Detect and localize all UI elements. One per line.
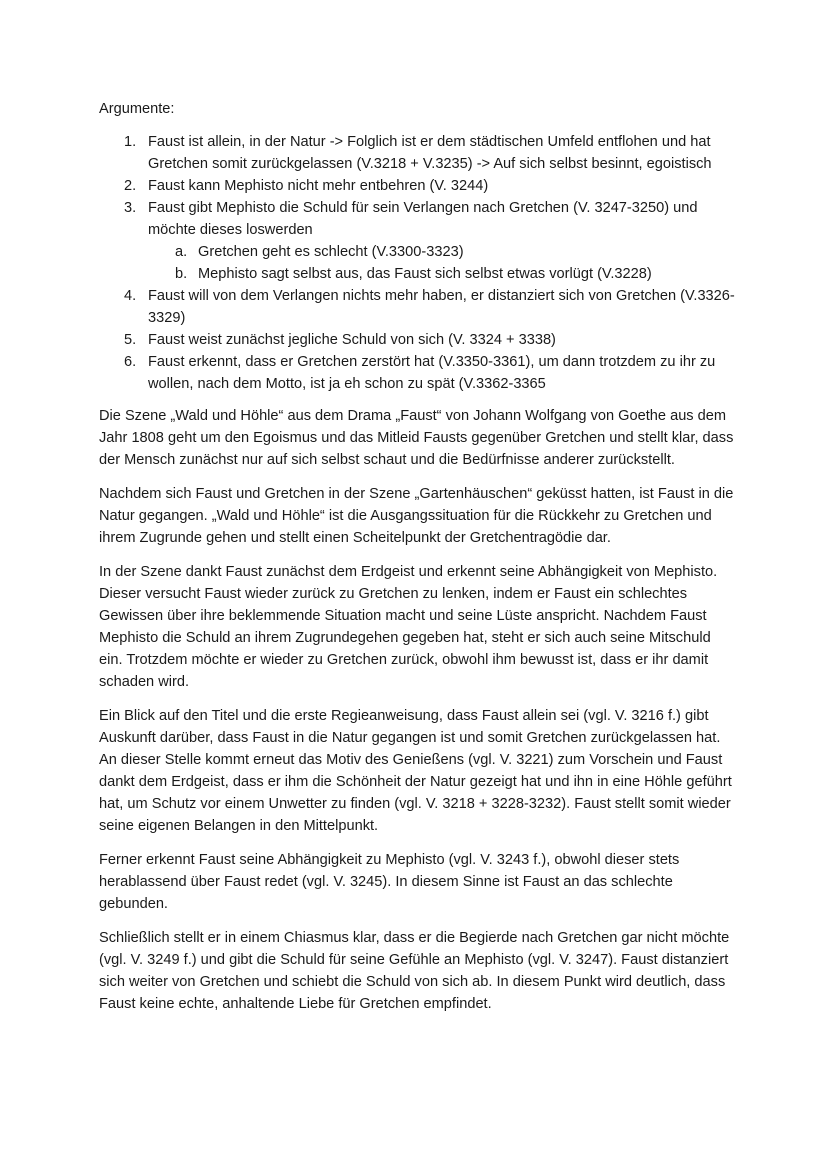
- body-paragraph: Die Szene „Wald und Höhle“ aus dem Drama „Faust“ von Johann Wolfgang von Goethe aus dem Jahr 1808 geht um den Egoismus und das Mitleid Fausts gegenüber Gretchen und stellt klar, dass der Mensch zunächst nur auf sich selbst schaut und die Bedürfnisse anderer zurückstellt.: [99, 408, 734, 468]
- sub-argument-letter: b.: [175, 266, 188, 282]
- sub-argument-letter: a.: [175, 244, 188, 260]
- document-body: [99, 98, 735, 1027]
- argument-item: [99, 175, 735, 197]
- argument-item: [99, 329, 735, 351]
- argument-item: [99, 285, 735, 329]
- sub-argument-item: [148, 263, 735, 285]
- argument-item: [99, 351, 735, 395]
- arguments-list: [99, 131, 735, 395]
- argument-number: 2.: [124, 178, 137, 194]
- body-paragraph: Ein Blick auf den Titel und die erste Regieanweisung, dass Faust allein sei (vgl. V. 3216 f.) gibt Auskunft darüber, dass Faust in die Natur gegangen ist und somit Gretchen zurückgelassen hat. An dieser Stelle kommt erneut das Motiv des Genießens (vgl. V. 3221) zum Vorschein und Faust dankt dem Erdgeist, dass er ihm die Schönheit der Natur gezeigt hat und ihn in eine Höhle geführt hat, um Schutz vor einem Unwetter zu finden (vgl. V. 3218 + 3228-3232). Faust stellt somit wieder seine eigenen Belangen in den Mittelpunkt.: [99, 708, 732, 834]
- argument-number: 1.: [124, 134, 137, 150]
- body-paragraph: Schließlich stellt er in einem Chiasmus klar, dass er die Begierde nach Gretchen gar nicht möchte (vgl. V. 3249 f.) und gibt die Schuld für seine Gefühle an Mephisto (vgl. V. 3247). Faust distanziert sich weiter von Gretchen und schiebt die Schuld von sich ab. In diesem Punkt wird deutlich, dass Faust keine echte, anhaltende Liebe für Gretchen empfindet.: [99, 930, 730, 1012]
- argument-number: 6.: [124, 354, 137, 370]
- argument-item: [99, 197, 735, 285]
- sub-argument-item: [148, 241, 735, 263]
- argument-text: Faust kann Mephisto nicht mehr entbehren (V. 3244): [148, 178, 489, 194]
- argument-number: 3.: [124, 200, 137, 216]
- argument-number: 5.: [124, 332, 137, 348]
- sub-argument-text: Gretchen geht es schlecht (V.3300-3323): [198, 244, 464, 260]
- sub-argument-text: Mephisto sagt selbst aus, das Faust sich selbst etwas vorlügt (V.3228): [198, 266, 652, 282]
- body-paragraph: In der Szene dankt Faust zunächst dem Erdgeist und erkennt seine Abhängigkeit von Mephisto. Dieser versucht Faust wieder zurück zu Gretchen zu lenken, indem er Faust ein schlechtes Gewissen über ihre beklemmende Situation macht und seine Lüste anspricht. Nachdem Faust Mephisto die Schuld an ihrem Zugrundegehen gegeben hat, steht er sich auch seine Mitschuld ein. Trotzdem möchte er wieder zu Gretchen zurück, obwohl ihm bewusst ist, dass er ihr damit schaden wird.: [99, 564, 718, 690]
- argument-text: Faust gibt Mephisto die Schuld für sein Verlangen nach Gretchen (V. 3247-3250) und möchte dieses loswerden: [148, 200, 698, 238]
- body-paragraph: Ferner erkennt Faust seine Abhängigkeit zu Mephisto (vgl. V. 3243 f.), obwohl dieser stets herablassend über Faust redet (vgl. V. 3245). In diesem Sinne ist Faust an das schlechte gebunden.: [99, 852, 680, 912]
- argument-item: [99, 131, 735, 175]
- argument-text: Faust ist allein, in der Natur -> Folglich ist er dem städtischen Umfeld entflohen und hat Gretchen somit zurückgelassen (V.3218 + V.3235) -> Auf sich selbst besinnt, egoistisch: [148, 134, 712, 172]
- argument-text: Faust erkennt, dass er Gretchen zerstört hat (V.3350-3361), um dann trotzdem zu ihr zu wollen, nach dem Motto, ist ja eh schon zu spät (V.3362-3365: [148, 354, 716, 392]
- argument-text: Faust weist zunächst jegliche Schuld von sich (V. 3324 + 3338): [148, 332, 556, 348]
- sub-argument-list: [148, 241, 735, 285]
- arguments-heading: Argumente:: [99, 101, 175, 117]
- argument-number: 4.: [124, 288, 137, 304]
- body-paragraph: Nachdem sich Faust und Gretchen in der Szene „Gartenhäuschen“ geküsst hatten, ist Faust in die Natur gegangen. „Wald und Höhle“ ist die Ausgangssituation für die Rückkehr zu Gretchen und ihrem Zugrunde gehen und stellt einen Scheitelpunkt der Gretchentragödie dar.: [99, 486, 734, 546]
- argument-text: Faust will von dem Verlangen nichts mehr haben, er distanziert sich von Gretchen (V.3326-3329): [148, 288, 735, 326]
